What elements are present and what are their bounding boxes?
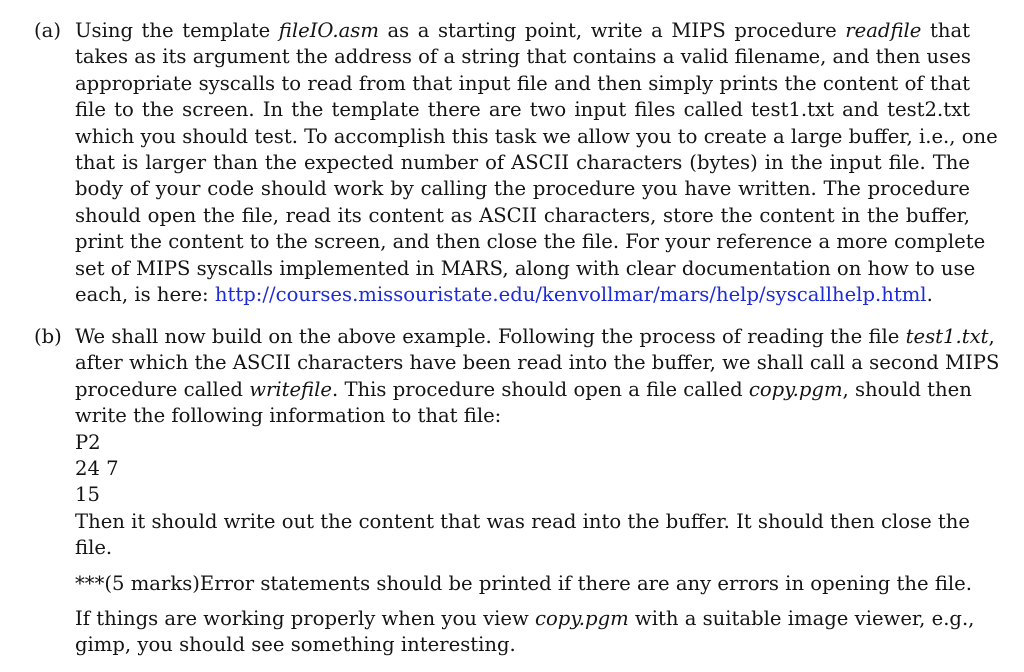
text-segment: set of MIPS syscalls implemented in MARS, along with clear documentation on how to use (75, 256, 976, 280)
text-segment: takes as its argument the address of a string that contains a valid filename, and then uses (75, 45, 971, 69)
part-a-line-5 (75, 124, 998, 150)
text-segment: as a starting point, write a MIPS procedure (378, 19, 846, 42)
text-segment: If things are working properly when you view (75, 606, 536, 630)
text-segment: procedure called (75, 377, 250, 401)
pgm-header-line-3: 15 (75, 483, 100, 507)
part-b-then-line-2: file. (75, 536, 113, 560)
text-segment: test1.txt (905, 325, 989, 348)
text-segment: which you should test. To accomplish this task we allow you to create a large buffer, i.e., one (75, 124, 998, 148)
text-segment: , should then (842, 377, 972, 401)
text-segment: that (921, 19, 971, 42)
text-segment: fileIO.asm (278, 19, 379, 42)
pgm-header-line-1: P2 (75, 430, 101, 454)
part-a-last-line-prefix: each, is here: (75, 282, 215, 306)
part-b-line-1 (75, 324, 995, 350)
text-segment: should open the file, read its content as ASCII characters, store the content in the buffer, (75, 203, 970, 227)
text-segment: copy.pgm (748, 377, 843, 401)
part-a-lines (75, 18, 998, 282)
text-segment: body of your code should work by calling the procedure you have written. The procedure (75, 177, 970, 201)
text-segment: Using the template (75, 19, 279, 42)
marks-note: ***(5 marks)Error statements should be printed if there are any errors in opening the file. (75, 571, 972, 595)
part-a-line-7 (75, 176, 970, 202)
text-segment: copy.pgm (535, 606, 629, 630)
text-segment: . This procedure should open a file called (332, 377, 749, 401)
part-a-last-line-suffix: . (926, 282, 933, 306)
text-segment: readfile (845, 19, 922, 42)
part-a-line-6 (75, 150, 970, 176)
part-a-line-10 (75, 256, 976, 282)
text-segment: file to the screen. In the template there are two input files called test1.txt and test2.txt (75, 98, 970, 122)
part-a-line-9 (75, 229, 986, 255)
text-segment: We shall now build on the above example. Following the process of reading the file (75, 325, 906, 348)
part-b-label: (b) (34, 325, 62, 348)
text-segment: , (988, 325, 995, 348)
part-b-body (75, 324, 1000, 659)
part-a-line-3 (75, 71, 970, 97)
part-a-last-line (75, 282, 970, 308)
part-b-line-3 (75, 377, 970, 403)
text-segment: writefile (249, 377, 332, 401)
syscall-help-link[interactable]: http://courses.missouristate.edu/kenvollmar/mars/help/syscallhelp.html (214, 282, 927, 306)
part-b-line-2 (75, 350, 1000, 376)
text-segment: print the content to the screen, and then close the file. For your reference a more complete (75, 230, 986, 254)
part-b-lines (75, 324, 1000, 403)
part-b-then-line: Then it should write out the content that was read into the buffer. It should then close the (75, 509, 970, 533)
text-segment: appropriate syscalls to read from that input file and then simply prints the content of that (75, 71, 970, 95)
text-segment: after which the ASCII characters have been read into the buffer, we shall call a second MIPS (75, 351, 1000, 375)
part-b-line4: write the following information to that file: (75, 404, 502, 428)
part-a-line-4 (75, 97, 970, 123)
text-segment: with a suitable image viewer, e.g., (628, 606, 975, 630)
part-b-final-line-2: gimp, you should see something interesting. (75, 633, 516, 657)
part-b-final-line (75, 606, 975, 632)
part-a-label: (a) (34, 19, 61, 42)
part-a-line-2 (75, 44, 970, 70)
part-a-body (75, 18, 998, 308)
part-a-line-8 (75, 203, 970, 229)
part-a-line-1 (75, 18, 970, 44)
pgm-header-line-2: 24 7 (75, 456, 119, 480)
text-segment: that is larger than the expected number of ASCII characters (bytes) in the input file. The (75, 150, 970, 174)
